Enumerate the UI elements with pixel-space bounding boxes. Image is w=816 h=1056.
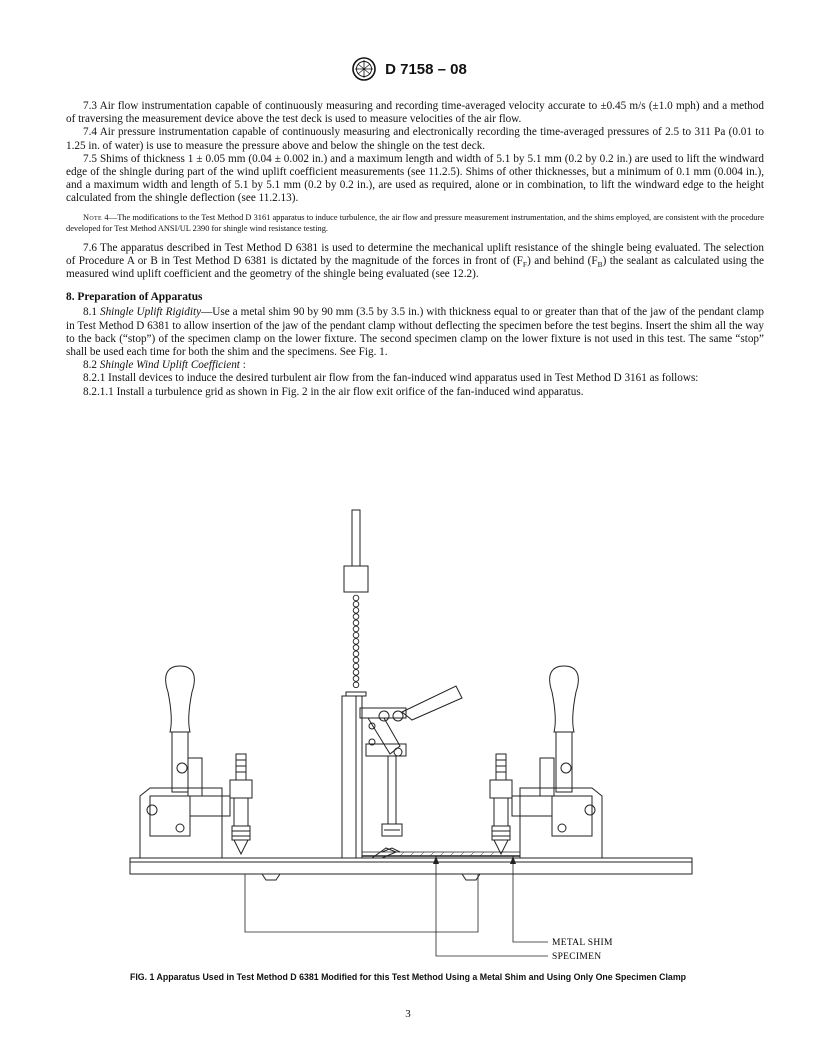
left-toggle-clamp: [140, 666, 230, 858]
chain-bead: [353, 608, 359, 614]
arrowhead-metal-shim: [510, 856, 516, 864]
paragraph-7-6-part-a: 7.6 The apparatus described in Test Method D 6381 is used to determine the mechanical uplift resistance of the shingle being evaluated. The selection of Procedure A or B in Test Method D 6381 is dictated by the magnitude of the forces in front of (F: [66, 241, 764, 267]
paragraph-8-1: [66, 306, 764, 359]
note-4: [66, 212, 764, 234]
force-behind-subscript: B: [597, 260, 603, 270]
chain-bead: [353, 639, 359, 645]
paragraph-7-3: 7.3 Air flow instrumentation capable of continuously measuring and recording time-averaged velocity accurate to ±0.45 m/s (±1.0 mph) and a method of traversing the measurement device above the test deck is used to measure velocities of the air flow.: [66, 100, 764, 126]
chain-bead: [353, 670, 359, 676]
paragraph-7-6-part-c: ) the sealant as calculated using the measured wind uplift coefficient and the geometry of the shingle being evaluated (see 12.2).: [66, 254, 764, 281]
leader-specimen: [436, 856, 548, 956]
left-clamp-stud: [230, 754, 252, 854]
paragraph-8-2-tail: :: [239, 359, 246, 372]
paragraph-8-2-number: 8.2: [83, 359, 97, 372]
paragraph-7-4: 7.4 Air pressure instrumentation capable of continuously measuring and electronically recording the time-averaged pressures of 2.5 to 311 Pa (0.01 to 1.25 in. of water) is use to measure the pressure above and below the shingle on the test deck.: [66, 126, 764, 152]
chain-bead: [353, 651, 359, 657]
paragraph-8-1-title: Shingle Uplift Rigidity: [99, 306, 202, 319]
paragraph-7-6-part-b: ) and behind (F: [527, 254, 598, 267]
apparatus-diagram: [0, 496, 816, 966]
paragraph-8-2: [66, 359, 764, 372]
force-front-subscript: F: [522, 260, 528, 270]
astm-logo-icon: [349, 56, 379, 82]
chain-bead: [353, 663, 359, 669]
page-header: [0, 56, 816, 82]
chain-bead: [353, 682, 359, 688]
figure-1-drawing: [0, 496, 816, 966]
base-plate: [130, 858, 692, 874]
bead-chain: [353, 595, 359, 687]
metal-shim-label: METAL SHIM: [552, 938, 613, 948]
arrowhead-specimen: [433, 856, 439, 864]
section-8-heading: 8. Preparation of Apparatus: [66, 291, 203, 304]
paragraph-7-5: 7.5 Shims of thickness 1 ± 0.05 mm (0.04 ± 0.002 in.) and a maximum length and width of 5.1 by 5.1 mm (0.2 by 0.2 in.) are used to lift the windward edge of the shingle during part of the wind uplift coefficient measurements (see 11.2.5). Shims of other thicknesses, but a minimum of 0.1 mm (0.004 in.), and a maximum width and length of 5.1 by 5.1 mm (0.2 by 0.2 in.), are used as required, alone or in combination, to lift the windward edge to the height calculated from the shingle deflection (see 11.2.13).: [66, 152, 764, 205]
chain-bead: [353, 595, 359, 601]
base-hidden-outline: [245, 874, 478, 932]
right-toggle-clamp: [512, 666, 602, 858]
specimen-label: SPECIMEN: [552, 952, 602, 962]
chain-bead: [353, 626, 359, 632]
note-4-label: Note 4: [83, 212, 109, 222]
paragraph-8-2-1: 8.2.1 Install devices to induce the desired turbulent air flow from the fan-induced wind apparatus used in Test Method D 3161 as follows:: [83, 372, 699, 385]
chain-bead: [353, 632, 359, 638]
right-clamp-stud: [490, 754, 512, 854]
figure-1-caption: FIG. 1 Apparatus Used in Test Method D 6381 Modified for this Test Method Using a Metal Shim and Using Only One Specimen Clamp: [129, 972, 687, 982]
paragraph-8-1-body: —Use a metal shim 90 by 90 mm (3.5 by 3.5 in.) with thickness equal to or greater than that of the jaw of the pendant clamp in Test Method D 6381 to allow insertion of the jaw of the pendant clamp without deflecting the specimen before the test begins. Insert the shim all the way to the back (“stop”) of the specimen clamp on the lower fixture. The second specimen clamp on the lower fixture is not used in this test. The same “stop” shall be used each time for both the shim and the specimens. See Fig. 1.: [66, 306, 765, 359]
body-text: [66, 100, 764, 399]
note-4-text: —The modifications to the Test Method D 3161 apparatus to induce turbulence, the air flow and pressure measurement instrumentation, and the shims employed, are consistent with the procedure developed for Test Method ANSI/UL 2390 for shingle wind resistance testing.: [66, 212, 764, 233]
chain-bead: [353, 657, 359, 663]
chain-bead: [353, 620, 359, 626]
standard-designation: D 7158 – 08: [385, 60, 467, 78]
paragraph-8-2-title: Shingle Wind Uplift Coefficient: [99, 359, 240, 372]
chain-bead: [353, 601, 359, 607]
chain-bead: [353, 676, 359, 682]
base-foot-right: [462, 874, 480, 880]
paragraph-7-6: [66, 242, 764, 282]
base-foot-left: [262, 874, 280, 880]
leader-metal-shim: [513, 856, 548, 942]
chain-bead: [353, 614, 359, 620]
chain-bead: [353, 645, 359, 651]
paragraph-8-2-1-1: 8.2.1.1 Install a turbulence grid as shown in Fig. 2 in the air flow exit orifice of the fan-induced wind apparatus.: [83, 385, 584, 398]
page-number: 3: [405, 1008, 411, 1020]
paragraph-8-1-number: 8.1: [83, 306, 97, 319]
pendant-clamp-assembly: [342, 510, 462, 858]
